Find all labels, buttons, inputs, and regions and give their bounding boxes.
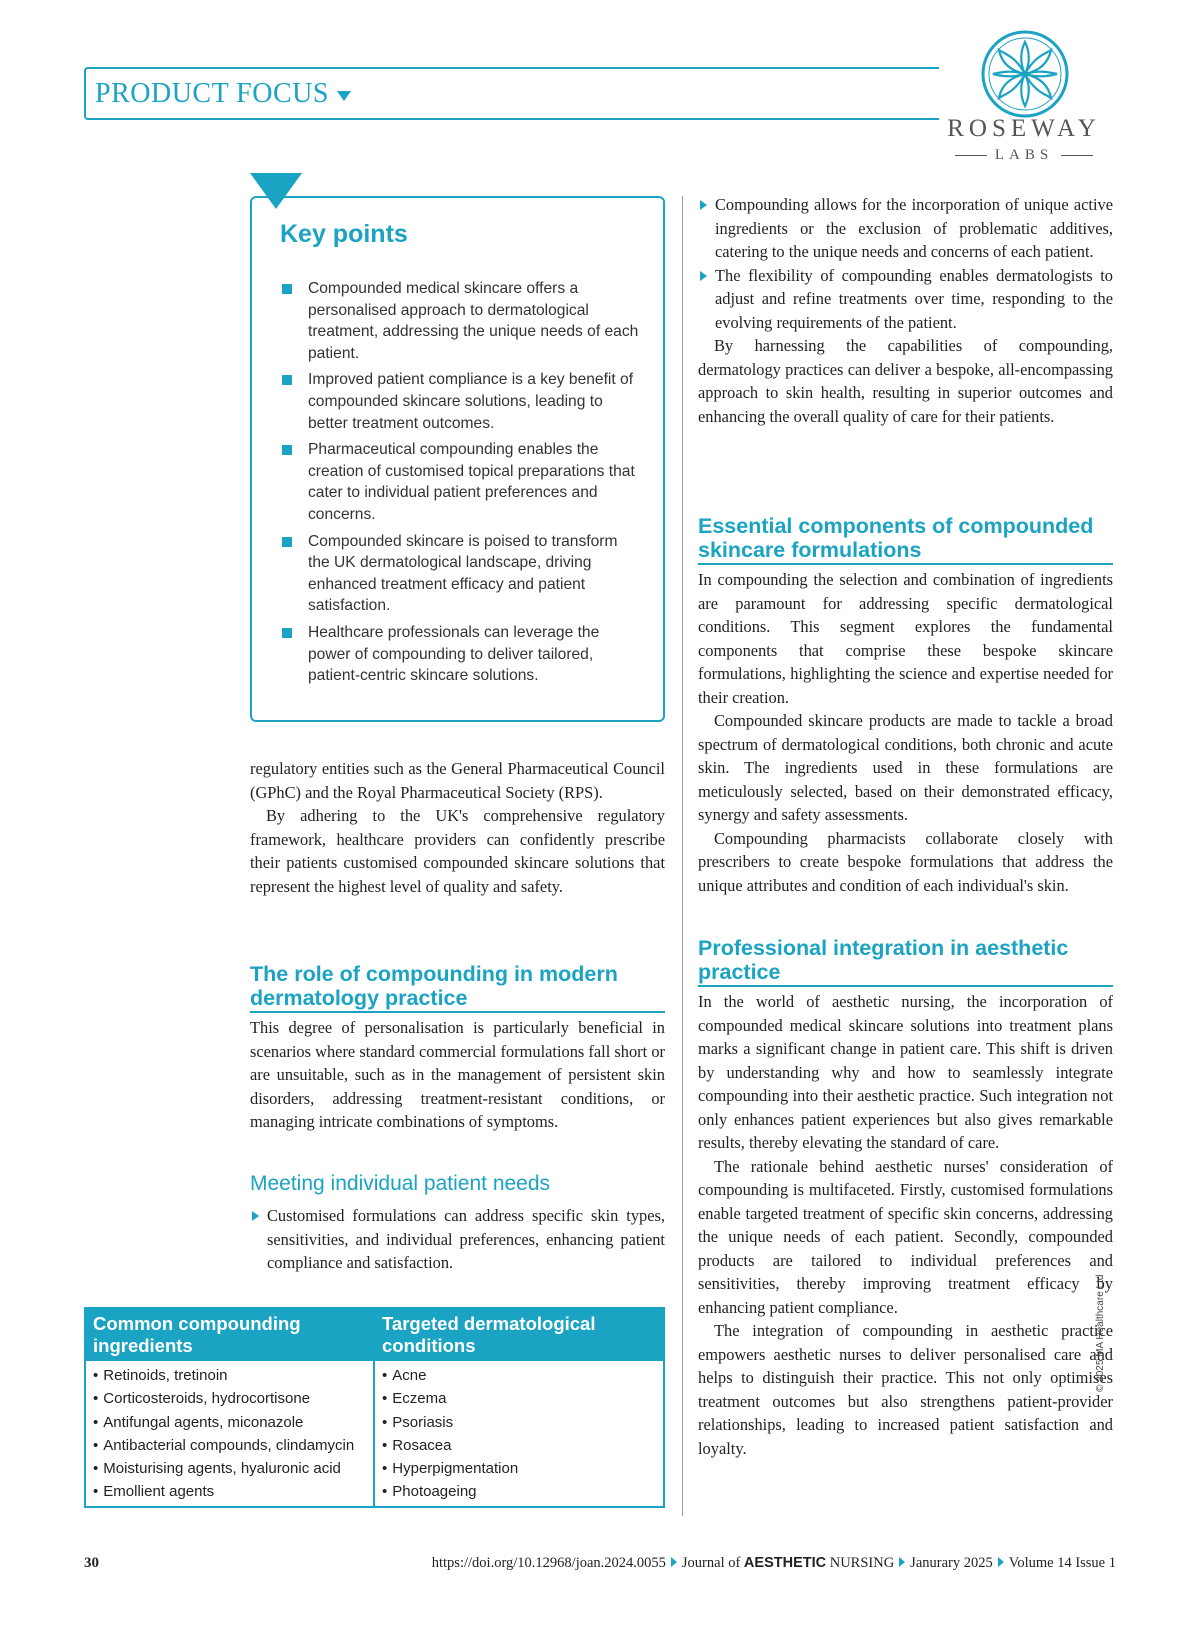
square-bullet-icon (282, 445, 292, 455)
conditions-column (375, 1361, 663, 1506)
page-number: 30 (84, 1555, 99, 1571)
issue-date: Janurary 2025 (910, 1555, 993, 1571)
paragraph: regulatory entities such as the General Pharmaceutical Council (GPhC) and the Royal Pharmaceutical Society (RPS). (250, 759, 665, 802)
list-item: Compounded skincare is poised to transform the UK dermatological landscape, driving enhanced treatment efficacy and patient satisfaction. (280, 531, 640, 617)
paragraph: In compounding the selection and combination of ingredients are paramount for addressing specific dermatological conditions. This segment explores the fundamental components that comprise these bespoke skincare formulations, highlighting the science and expertise needed for their creation. (698, 570, 1113, 707)
table-cell: • Psoriasis (382, 1411, 656, 1434)
list-item: Compounding allows for the incorporation of unique active ingredients or the exclusion of problematic additives, catering to the unique needs and concerns of each patient. (698, 193, 1113, 264)
list-item: Pharmaceutical compounding enables the creation of customised topical preparations that cater to individual patient preferences and concerns. (280, 439, 640, 525)
triangle-bullet-icon (700, 200, 707, 210)
paragraph: The rationale behind aesthetic nurses' consideration of compounding is multifaceted. Firstly, customised formulations enable targeted treatment of specific skin concerns, addressing the unique needs of each patient. Secondly, compounded products are tailored to individual preferences and sensitivities, thereby improving treatment efficacy by enhancing patient compliance. (698, 1156, 1113, 1317)
table-header (86, 1309, 663, 1361)
volume-issue: Volume 14 Issue 1 (1008, 1555, 1116, 1571)
key-points-list (280, 278, 640, 692)
heading-essential-components: Essential components of compounded skincare formulations (698, 514, 1113, 565)
table-cell: • Antifungal agents, miconazole (93, 1411, 366, 1434)
table-cell: • Photoageing (382, 1480, 656, 1503)
table-body (86, 1361, 663, 1506)
paragraph: By adhering to the UK's comprehensive regulatory framework, healthcare providers can confidently prescribe their patients customised compounded skincare solutions that represent the highest level of quality and safety. (250, 806, 665, 896)
triangle-separator-icon (671, 1557, 677, 1567)
table-cell: • Rosacea (382, 1434, 656, 1457)
heading-role-of-compounding: The role of compounding in modern dermatology practice (250, 962, 665, 1013)
paragraph: Compounded skincare products are made to tackle a broad spectrum of dermatological conditions, both chronic and acute skin. The ingredients used in these formulations are meticulously selected, based on their demonstrated efficacy, synergy and safety assessments. (698, 711, 1113, 824)
table-header-ingredients: Common compounding ingredients (93, 1313, 301, 1356)
table-header-conditions: Targeted dermatological conditions (382, 1313, 596, 1356)
table-cell: • Eczema (382, 1387, 656, 1410)
key-points-notch-icon (250, 173, 302, 209)
triangle-bullet-icon (700, 271, 707, 281)
heading-meeting-needs: Meeting individual patient needs (250, 1172, 551, 1195)
column-divider (682, 196, 683, 1516)
section-label: PRODUCT FOCUS (95, 78, 351, 110)
right-column-essential-text (698, 568, 1113, 897)
list-item: Improved patient compliance is a key benefit of compounded skincare solutions, leading to better treatment outcomes. (280, 369, 640, 434)
table-cell: • Retinoids, tretinoin (93, 1364, 366, 1387)
right-column-intro (698, 193, 1113, 428)
paragraph: Compounding pharmacists collaborate closely with prescribers to create bespoke formulations that address the unique attributes and condition of each individual's skin. (698, 828, 1113, 895)
table-cell: • Acne (382, 1364, 656, 1387)
triangle-separator-icon (899, 1557, 905, 1567)
ingredients-column (86, 1361, 375, 1506)
triangle-bullet-icon (252, 1211, 259, 1221)
square-bullet-icon (282, 628, 292, 638)
key-points-title: Key points (280, 220, 408, 248)
heading-professional-integration: Professional integration in aesthetic practice (698, 936, 1113, 987)
list-item: Customised formulations can address specific skin types, sensitivities, and individual preferences, enhancing patient compliance and satisfaction. (250, 1204, 665, 1275)
triangle-separator-icon (998, 1557, 1004, 1567)
left-column-role-text (250, 1016, 665, 1134)
table-cell: • Hyperpigmentation (382, 1457, 656, 1480)
paragraph: In the world of aesthetic nursing, the incorporation of compounded medical skincare solutions into treatment plans marks a significant change in patient care. This shift is driven by understanding why and how to seamlessly integrate compounding into their aesthetic practice. Such integration not only enhances patient experiences but also gives remarkable results, thereby elevating the standard of care. (698, 992, 1113, 1152)
table-cell: • Emollient agents (93, 1480, 366, 1503)
square-bullet-icon (282, 284, 292, 294)
flower-emblem-icon (935, 26, 1115, 121)
brand-subtitle: LABS (940, 147, 1108, 164)
left-column-bullets (250, 1204, 665, 1275)
doi-link[interactable]: https://doi.org/10.12968/joan.2024.0055 (431, 1555, 666, 1571)
table-cell: • Corticosteroids, hydrocortisone (93, 1387, 366, 1410)
paragraph: This degree of personalisation is particularly beneficial in scenarios where standard commercial formulations fall short or are unsuitable, such as in the management of persistent skin disorders, addressing treatment-resistant conditions, or managing intricate combinations of symptoms. (250, 1018, 665, 1131)
left-column-intro (250, 757, 665, 898)
paragraph: By harnessing the capabilities of compounding, dermatology practices can deliver a bespoke, all-encompassing approach to skin health, resulting in superior outcomes and enhancing the overall quality of care for their patients. (698, 336, 1113, 426)
list-item: Compounded medical skincare offers a personalised approach to dermatological treatment, addressing the unique needs of each patient. (280, 278, 640, 364)
caret-down-icon (337, 91, 351, 101)
brand-name: ROSEWAY (947, 115, 1101, 142)
table-cell: • Moisturising agents, hyaluronic acid (93, 1457, 366, 1480)
paragraph: The integration of compounding in aesthetic practice empowers aesthetic nurses to deliver personalised care and helps to distinguish their practice. This not only optimises treatment outcomes but also strengthens patient-provider relationships, leading to increased patient satisfaction and loyalty. (698, 1321, 1113, 1458)
square-bullet-icon (282, 375, 292, 385)
table-cell: • Antibacterial compounds, clindamycin (93, 1434, 366, 1457)
copyright-notice: © 2025 MA Healthcare Ltd (1095, 1274, 1106, 1392)
square-bullet-icon (282, 537, 292, 547)
right-column-professional-text (698, 990, 1113, 1460)
list-item: The flexibility of compounding enables dermatologists to adjust and refine treatments over time, responding to the evolving requirements of the patient. (698, 264, 1113, 335)
ingredients-conditions-table (84, 1307, 665, 1508)
footer-citation: https://doi.org/10.12968/joan.2024.0055 Journal of AESTHETIC NURSING Janurary 2025 Volume 14 Issue 1 (431, 1555, 1116, 1571)
list-item: Healthcare professionals can leverage the power of compounding to deliver tailored, patient-centric skincare solutions. (280, 622, 640, 687)
